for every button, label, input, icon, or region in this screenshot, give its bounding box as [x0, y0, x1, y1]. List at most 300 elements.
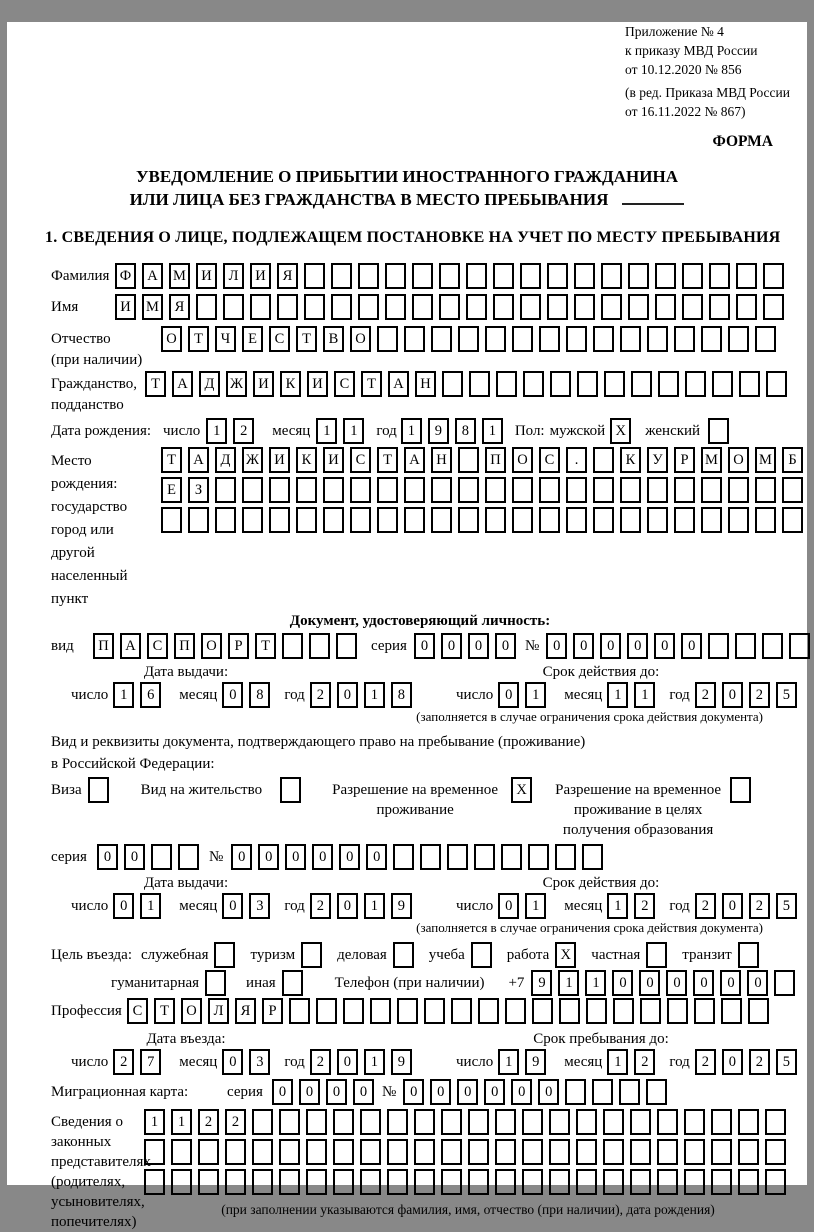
- legal-representatives-line2-cell[interactable]: [333, 1139, 354, 1165]
- birth-place-line2-cell[interactable]: [431, 477, 452, 503]
- legal-representatives-line3-cell[interactable]: [414, 1169, 435, 1195]
- identity-issue-year-cell[interactable]: 0: [337, 682, 358, 708]
- residence-expiry-day-cell[interactable]: 0: [498, 893, 519, 919]
- doc-number-cell[interactable]: 0: [573, 633, 594, 659]
- legal-representatives-line1-cell[interactable]: [630, 1109, 651, 1135]
- birth-place-line1-cell[interactable]: Т: [161, 447, 182, 473]
- doc-series-cell[interactable]: 0: [441, 633, 462, 659]
- birth-place-line2-cell[interactable]: [701, 477, 722, 503]
- legal-representatives-line3-cell[interactable]: [765, 1169, 786, 1195]
- birth-place-line2-cell[interactable]: [404, 477, 425, 503]
- identity-expiry-day-cell[interactable]: 1: [525, 682, 546, 708]
- identity-expiry-year-cell[interactable]: 0: [722, 682, 743, 708]
- birth-place-line1-cell[interactable]: П: [485, 447, 506, 473]
- purpose-study-checkbox-cell[interactable]: [471, 942, 492, 968]
- legal-representatives-line2-cell[interactable]: [657, 1139, 678, 1165]
- surname-cell[interactable]: [439, 263, 460, 289]
- patronymic-cell[interactable]: [674, 326, 695, 352]
- phone-number-cell[interactable]: 1: [558, 970, 579, 996]
- patronymic-cell[interactable]: [404, 326, 425, 352]
- citizenship-cell[interactable]: Ж: [226, 371, 247, 397]
- birth-year-cell[interactable]: 9: [428, 418, 449, 444]
- legal-representatives-line1-cell[interactable]: [522, 1109, 543, 1135]
- stay-day-cell[interactable]: 1: [498, 1049, 519, 1075]
- surname-cell[interactable]: А: [142, 263, 163, 289]
- stay-year-cell[interactable]: 0: [722, 1049, 743, 1075]
- profession-cell[interactable]: [370, 998, 391, 1024]
- birth-place-line3-cell[interactable]: [485, 507, 506, 533]
- birth-place-line3-cell[interactable]: [431, 507, 452, 533]
- residence-number-cell[interactable]: 0: [366, 844, 387, 870]
- citizenship-cell[interactable]: С: [334, 371, 355, 397]
- phone-number-cell[interactable]: 9: [531, 970, 552, 996]
- birth-place-line3-cell[interactable]: [323, 507, 344, 533]
- residence-number-cell[interactable]: [393, 844, 414, 870]
- citizenship-cell[interactable]: Н: [415, 371, 436, 397]
- profession-cell[interactable]: О: [181, 998, 202, 1024]
- patronymic-cell[interactable]: О: [161, 326, 182, 352]
- citizenship-cell[interactable]: Т: [145, 371, 166, 397]
- surname-cell[interactable]: [304, 263, 325, 289]
- identity-issue-month-cell[interactable]: 0: [222, 682, 243, 708]
- profession-cell[interactable]: Р: [262, 998, 283, 1024]
- residence-number-cell[interactable]: 0: [231, 844, 252, 870]
- purpose-humanitarian-checkbox-cell[interactable]: [205, 970, 226, 996]
- profession-cell[interactable]: [451, 998, 472, 1024]
- birth-place-line1-cell[interactable]: О: [728, 447, 749, 473]
- sex-male-checkbox-cell[interactable]: X: [610, 418, 631, 444]
- patronymic-cell[interactable]: В: [323, 326, 344, 352]
- legal-representatives-line1-cell[interactable]: [549, 1109, 570, 1135]
- birth-place-line3-cell[interactable]: [215, 507, 236, 533]
- birth-place-line3-cell[interactable]: [539, 507, 560, 533]
- citizenship-cell[interactable]: К: [280, 371, 301, 397]
- birth-place-line2-cell[interactable]: [215, 477, 236, 503]
- legal-representatives-line2-cell[interactable]: [198, 1139, 219, 1165]
- surname-cell[interactable]: [574, 263, 595, 289]
- entry-month-cell[interactable]: 0: [222, 1049, 243, 1075]
- legal-representatives-line1-cell[interactable]: [684, 1109, 705, 1135]
- legal-representatives-line1-cell[interactable]: [387, 1109, 408, 1135]
- surname-cell[interactable]: [628, 263, 649, 289]
- birth-year-cell[interactable]: 8: [455, 418, 476, 444]
- surname-cell[interactable]: [763, 263, 784, 289]
- patronymic-cell[interactable]: [566, 326, 587, 352]
- birth-place-line2-cell[interactable]: Е: [161, 477, 182, 503]
- surname-cell[interactable]: [385, 263, 406, 289]
- residence-number-cell[interactable]: [582, 844, 603, 870]
- patronymic-cell[interactable]: [728, 326, 749, 352]
- surname-cell[interactable]: [493, 263, 514, 289]
- phone-number-cell[interactable]: 0: [612, 970, 633, 996]
- birth-place-line3-cell[interactable]: [350, 507, 371, 533]
- residence-series-cell[interactable]: 0: [124, 844, 145, 870]
- legal-representatives-line2-cell[interactable]: [279, 1139, 300, 1165]
- patronymic-cell[interactable]: [512, 326, 533, 352]
- migration-number-cell[interactable]: 0: [403, 1079, 424, 1105]
- migration-series-cell[interactable]: 0: [353, 1079, 374, 1105]
- birth-place-line3-cell[interactable]: [593, 507, 614, 533]
- legal-representatives-line1-cell[interactable]: [738, 1109, 759, 1135]
- legal-representatives-line3-cell[interactable]: [549, 1169, 570, 1195]
- legal-representatives-line1-cell[interactable]: [576, 1109, 597, 1135]
- residence-issue-year-cell[interactable]: 1: [364, 893, 385, 919]
- legal-representatives-line3-cell[interactable]: [360, 1169, 381, 1195]
- birth-place-line3-cell[interactable]: [269, 507, 290, 533]
- profession-cell[interactable]: [613, 998, 634, 1024]
- identity-expiry-day-cell[interactable]: 0: [498, 682, 519, 708]
- birth-place-line1-cell[interactable]: Н: [431, 447, 452, 473]
- citizenship-cell[interactable]: [577, 371, 598, 397]
- legal-representatives-line1-cell[interactable]: 1: [144, 1109, 165, 1135]
- migration-number-cell[interactable]: 0: [457, 1079, 478, 1105]
- legal-representatives-line2-cell[interactable]: [441, 1139, 462, 1165]
- citizenship-cell[interactable]: Д: [199, 371, 220, 397]
- citizenship-cell[interactable]: [469, 371, 490, 397]
- residence-issue-year-cell[interactable]: 0: [337, 893, 358, 919]
- legal-representatives-line2-cell[interactable]: [306, 1139, 327, 1165]
- surname-cell[interactable]: И: [196, 263, 217, 289]
- birth-place-line1-cell[interactable]: Д: [215, 447, 236, 473]
- citizenship-cell[interactable]: И: [253, 371, 274, 397]
- stay-month-cell[interactable]: 1: [607, 1049, 628, 1075]
- legal-representatives-line1-cell[interactable]: [279, 1109, 300, 1135]
- legal-representatives-line2-cell[interactable]: [630, 1139, 651, 1165]
- birth-place-line2-cell[interactable]: [782, 477, 803, 503]
- birth-year-cell[interactable]: 1: [401, 418, 422, 444]
- profession-cell[interactable]: [424, 998, 445, 1024]
- birth-place-line2-cell[interactable]: [566, 477, 587, 503]
- birth-place-line3-cell[interactable]: [674, 507, 695, 533]
- profession-cell[interactable]: Т: [154, 998, 175, 1024]
- birth-place-line2-cell[interactable]: [647, 477, 668, 503]
- legal-representatives-line3-cell[interactable]: [225, 1169, 246, 1195]
- identity-issue-day-cell[interactable]: 1: [113, 682, 134, 708]
- legal-representatives-line3-cell[interactable]: [630, 1169, 651, 1195]
- birth-place-line1-cell[interactable]: Ж: [242, 447, 263, 473]
- doc-kind-cell[interactable]: П: [93, 633, 114, 659]
- entry-year-cell[interactable]: 1: [364, 1049, 385, 1075]
- residence-number-cell[interactable]: [501, 844, 522, 870]
- surname-cell[interactable]: Л: [223, 263, 244, 289]
- birth-place-line1-cell[interactable]: [458, 447, 479, 473]
- identity-expiry-year-cell[interactable]: 5: [776, 682, 797, 708]
- residence-issue-day-cell[interactable]: 0: [113, 893, 134, 919]
- profession-cell[interactable]: [343, 998, 364, 1024]
- purpose-other-checkbox-cell[interactable]: [282, 970, 303, 996]
- patronymic-cell[interactable]: [431, 326, 452, 352]
- stay-year-cell[interactable]: 2: [749, 1049, 770, 1075]
- given-name-cell[interactable]: [547, 294, 568, 320]
- visa-checkbox-cell[interactable]: [88, 777, 109, 803]
- migration-number-cell[interactable]: [592, 1079, 613, 1105]
- legal-representatives-line3-cell[interactable]: [738, 1169, 759, 1195]
- legal-representatives-line3-cell[interactable]: [333, 1169, 354, 1195]
- profession-cell[interactable]: [667, 998, 688, 1024]
- identity-issue-day-cell[interactable]: 6: [140, 682, 161, 708]
- birth-place-line1-cell[interactable]: М: [755, 447, 776, 473]
- profession-cell[interactable]: [505, 998, 526, 1024]
- profession-cell[interactable]: [694, 998, 715, 1024]
- residence-expiry-month-cell[interactable]: 2: [634, 893, 655, 919]
- given-name-cell[interactable]: [574, 294, 595, 320]
- residence-number-cell[interactable]: 0: [258, 844, 279, 870]
- birth-place-line1-cell[interactable]: С: [539, 447, 560, 473]
- given-name-cell[interactable]: [439, 294, 460, 320]
- patronymic-cell[interactable]: [458, 326, 479, 352]
- legal-representatives-line2-cell[interactable]: [468, 1139, 489, 1165]
- doc-number-cell[interactable]: 0: [546, 633, 567, 659]
- birth-place-line3-cell[interactable]: [188, 507, 209, 533]
- identity-expiry-year-cell[interactable]: 2: [749, 682, 770, 708]
- doc-number-cell[interactable]: 0: [627, 633, 648, 659]
- given-name-cell[interactable]: [196, 294, 217, 320]
- profession-cell[interactable]: Я: [235, 998, 256, 1024]
- identity-issue-year-cell[interactable]: 1: [364, 682, 385, 708]
- given-name-cell[interactable]: [709, 294, 730, 320]
- doc-kind-cell[interactable]: Р: [228, 633, 249, 659]
- citizenship-cell[interactable]: [523, 371, 544, 397]
- birth-place-line3-cell[interactable]: [377, 507, 398, 533]
- doc-kind-cell[interactable]: А: [120, 633, 141, 659]
- migration-series-cell[interactable]: 0: [272, 1079, 293, 1105]
- surname-cell[interactable]: [709, 263, 730, 289]
- birth-place-line2-cell[interactable]: [512, 477, 533, 503]
- patronymic-cell[interactable]: Т: [188, 326, 209, 352]
- birth-place-line1-cell[interactable]: И: [323, 447, 344, 473]
- given-name-cell[interactable]: [628, 294, 649, 320]
- citizenship-cell[interactable]: И: [307, 371, 328, 397]
- residence-number-cell[interactable]: [447, 844, 468, 870]
- birth-place-line2-cell[interactable]: [485, 477, 506, 503]
- citizenship-cell[interactable]: Т: [361, 371, 382, 397]
- migration-number-cell[interactable]: 0: [538, 1079, 559, 1105]
- temp-residence-checkbox-cell[interactable]: X: [511, 777, 532, 803]
- phone-number-cell[interactable]: 0: [639, 970, 660, 996]
- citizenship-cell[interactable]: [550, 371, 571, 397]
- migration-series-cell[interactable]: 0: [299, 1079, 320, 1105]
- identity-issue-month-cell[interactable]: 8: [249, 682, 270, 708]
- given-name-cell[interactable]: [466, 294, 487, 320]
- legal-representatives-line1-cell[interactable]: [252, 1109, 273, 1135]
- doc-kind-cell[interactable]: [309, 633, 330, 659]
- doc-kind-cell[interactable]: С: [147, 633, 168, 659]
- purpose-private-checkbox-cell[interactable]: [646, 942, 667, 968]
- citizenship-cell[interactable]: [631, 371, 652, 397]
- migration-number-cell[interactable]: [619, 1079, 640, 1105]
- birth-place-line1-cell[interactable]: Т: [377, 447, 398, 473]
- legal-representatives-line2-cell[interactable]: [414, 1139, 435, 1165]
- given-name-cell[interactable]: [358, 294, 379, 320]
- legal-representatives-line2-cell[interactable]: [225, 1139, 246, 1165]
- legal-representatives-line1-cell[interactable]: [711, 1109, 732, 1135]
- profession-cell[interactable]: [721, 998, 742, 1024]
- residence-number-cell[interactable]: 0: [312, 844, 333, 870]
- legal-representatives-line3-cell[interactable]: [252, 1169, 273, 1195]
- legal-representatives-line1-cell[interactable]: [441, 1109, 462, 1135]
- citizenship-cell[interactable]: [685, 371, 706, 397]
- legal-representatives-line3-cell[interactable]: [306, 1169, 327, 1195]
- migration-number-cell[interactable]: 0: [484, 1079, 505, 1105]
- patronymic-cell[interactable]: О: [350, 326, 371, 352]
- patronymic-cell[interactable]: Е: [242, 326, 263, 352]
- doc-number-cell[interactable]: [762, 633, 783, 659]
- given-name-cell[interactable]: И: [115, 294, 136, 320]
- birth-month-cell[interactable]: 1: [316, 418, 337, 444]
- phone-number-cell[interactable]: 0: [747, 970, 768, 996]
- legal-representatives-line1-cell[interactable]: [333, 1109, 354, 1135]
- citizenship-cell[interactable]: [766, 371, 787, 397]
- legal-representatives-line2-cell[interactable]: [603, 1139, 624, 1165]
- surname-cell[interactable]: Ф: [115, 263, 136, 289]
- patronymic-cell[interactable]: [755, 326, 776, 352]
- given-name-cell[interactable]: [385, 294, 406, 320]
- legal-representatives-line3-cell[interactable]: [144, 1169, 165, 1195]
- purpose-transit-checkbox-cell[interactable]: [738, 942, 759, 968]
- legal-representatives-line3-cell[interactable]: [198, 1169, 219, 1195]
- profession-cell[interactable]: [397, 998, 418, 1024]
- given-name-cell[interactable]: [763, 294, 784, 320]
- phone-number-cell[interactable]: 1: [585, 970, 606, 996]
- identity-issue-year-cell[interactable]: 8: [391, 682, 412, 708]
- birth-place-line1-cell[interactable]: Р: [674, 447, 695, 473]
- doc-number-cell[interactable]: 0: [681, 633, 702, 659]
- given-name-cell[interactable]: [223, 294, 244, 320]
- profession-cell[interactable]: [640, 998, 661, 1024]
- legal-representatives-line1-cell[interactable]: [468, 1109, 489, 1135]
- birth-place-line2-cell[interactable]: [458, 477, 479, 503]
- legal-representatives-line3-cell[interactable]: [522, 1169, 543, 1195]
- residence-series-cell[interactable]: [151, 844, 172, 870]
- legal-representatives-line2-cell[interactable]: [738, 1139, 759, 1165]
- phone-number-cell[interactable]: [774, 970, 795, 996]
- legal-representatives-line3-cell[interactable]: [603, 1169, 624, 1195]
- birth-place-line3-cell[interactable]: [242, 507, 263, 533]
- residence-expiry-year-cell[interactable]: 2: [695, 893, 716, 919]
- legal-representatives-line1-cell[interactable]: [765, 1109, 786, 1135]
- birth-year-cell[interactable]: 1: [482, 418, 503, 444]
- birth-place-line3-cell[interactable]: [566, 507, 587, 533]
- birth-day-cell[interactable]: 2: [233, 418, 254, 444]
- citizenship-cell[interactable]: А: [388, 371, 409, 397]
- legal-representatives-line3-cell[interactable]: [657, 1169, 678, 1195]
- profession-cell[interactable]: [586, 998, 607, 1024]
- doc-series-cell[interactable]: 0: [414, 633, 435, 659]
- legal-representatives-line1-cell[interactable]: [414, 1109, 435, 1135]
- citizenship-cell[interactable]: [604, 371, 625, 397]
- given-name-cell[interactable]: [493, 294, 514, 320]
- citizenship-cell[interactable]: [712, 371, 733, 397]
- doc-kind-cell[interactable]: Т: [255, 633, 276, 659]
- profession-cell[interactable]: С: [127, 998, 148, 1024]
- legal-representatives-line3-cell[interactable]: [441, 1169, 462, 1195]
- doc-series-cell[interactable]: 0: [468, 633, 489, 659]
- legal-representatives-line3-cell[interactable]: [387, 1169, 408, 1195]
- residence-issue-month-cell[interactable]: 0: [222, 893, 243, 919]
- birth-day-cell[interactable]: 1: [206, 418, 227, 444]
- surname-cell[interactable]: [466, 263, 487, 289]
- residence-issue-year-cell[interactable]: 2: [310, 893, 331, 919]
- legal-representatives-line3-cell[interactable]: [468, 1169, 489, 1195]
- citizenship-cell[interactable]: [496, 371, 517, 397]
- legal-representatives-line2-cell[interactable]: [144, 1139, 165, 1165]
- residence-expiry-month-cell[interactable]: 1: [607, 893, 628, 919]
- legal-representatives-line1-cell[interactable]: [657, 1109, 678, 1135]
- birth-place-line1-cell[interactable]: К: [620, 447, 641, 473]
- surname-cell[interactable]: И: [250, 263, 271, 289]
- entry-year-cell[interactable]: 9: [391, 1049, 412, 1075]
- surname-cell[interactable]: [412, 263, 433, 289]
- surname-cell[interactable]: М: [169, 263, 190, 289]
- temp-residence-education-checkbox-cell[interactable]: [730, 777, 751, 803]
- legal-representatives-line2-cell[interactable]: [495, 1139, 516, 1165]
- phone-number-cell[interactable]: 0: [666, 970, 687, 996]
- legal-representatives-line2-cell[interactable]: [171, 1139, 192, 1165]
- legal-representatives-line2-cell[interactable]: [576, 1139, 597, 1165]
- birth-place-line2-cell[interactable]: [755, 477, 776, 503]
- surname-cell[interactable]: [682, 263, 703, 289]
- birth-place-line2-cell[interactable]: [620, 477, 641, 503]
- doc-number-cell[interactable]: 0: [600, 633, 621, 659]
- purpose-business-checkbox-cell[interactable]: [393, 942, 414, 968]
- given-name-cell[interactable]: [412, 294, 433, 320]
- residence-number-cell[interactable]: [474, 844, 495, 870]
- birth-place-line3-cell[interactable]: [404, 507, 425, 533]
- stay-year-cell[interactable]: 5: [776, 1049, 797, 1075]
- birth-place-line3-cell[interactable]: [647, 507, 668, 533]
- birth-place-line3-cell[interactable]: [620, 507, 641, 533]
- birth-place-line1-cell[interactable]: М: [701, 447, 722, 473]
- legal-representatives-line1-cell[interactable]: 2: [225, 1109, 246, 1135]
- doc-kind-cell[interactable]: О: [201, 633, 222, 659]
- legal-representatives-line1-cell[interactable]: [306, 1109, 327, 1135]
- given-name-cell[interactable]: [331, 294, 352, 320]
- residence-expiry-year-cell[interactable]: 0: [722, 893, 743, 919]
- patronymic-cell[interactable]: Т: [296, 326, 317, 352]
- birth-place-line2-cell[interactable]: [593, 477, 614, 503]
- entry-month-cell[interactable]: 3: [249, 1049, 270, 1075]
- purpose-official-checkbox-cell[interactable]: [214, 942, 235, 968]
- patronymic-cell[interactable]: [377, 326, 398, 352]
- given-name-cell[interactable]: [304, 294, 325, 320]
- legal-representatives-line2-cell[interactable]: [360, 1139, 381, 1165]
- birth-place-line1-cell[interactable]: [593, 447, 614, 473]
- birth-place-line2-cell[interactable]: [674, 477, 695, 503]
- birth-place-line1-cell[interactable]: Б: [782, 447, 803, 473]
- migration-number-cell[interactable]: [565, 1079, 586, 1105]
- surname-cell[interactable]: [331, 263, 352, 289]
- legal-representatives-line2-cell[interactable]: [549, 1139, 570, 1165]
- patronymic-cell[interactable]: [701, 326, 722, 352]
- identity-expiry-month-cell[interactable]: 1: [607, 682, 628, 708]
- residence-number-cell[interactable]: 0: [339, 844, 360, 870]
- stay-year-cell[interactable]: 2: [695, 1049, 716, 1075]
- surname-cell[interactable]: [601, 263, 622, 289]
- birth-place-line3-cell[interactable]: [161, 507, 182, 533]
- legal-representatives-line1-cell[interactable]: 1: [171, 1109, 192, 1135]
- surname-cell[interactable]: [358, 263, 379, 289]
- surname-cell[interactable]: [655, 263, 676, 289]
- birth-place-line1-cell[interactable]: А: [404, 447, 425, 473]
- birth-place-line2-cell[interactable]: [242, 477, 263, 503]
- legal-representatives-line2-cell[interactable]: [522, 1139, 543, 1165]
- legal-representatives-line2-cell[interactable]: [711, 1139, 732, 1165]
- doc-number-cell[interactable]: [708, 633, 729, 659]
- residence-number-cell[interactable]: [420, 844, 441, 870]
- phone-number-cell[interactable]: 0: [720, 970, 741, 996]
- identity-issue-year-cell[interactable]: 2: [310, 682, 331, 708]
- birth-place-line3-cell[interactable]: [512, 507, 533, 533]
